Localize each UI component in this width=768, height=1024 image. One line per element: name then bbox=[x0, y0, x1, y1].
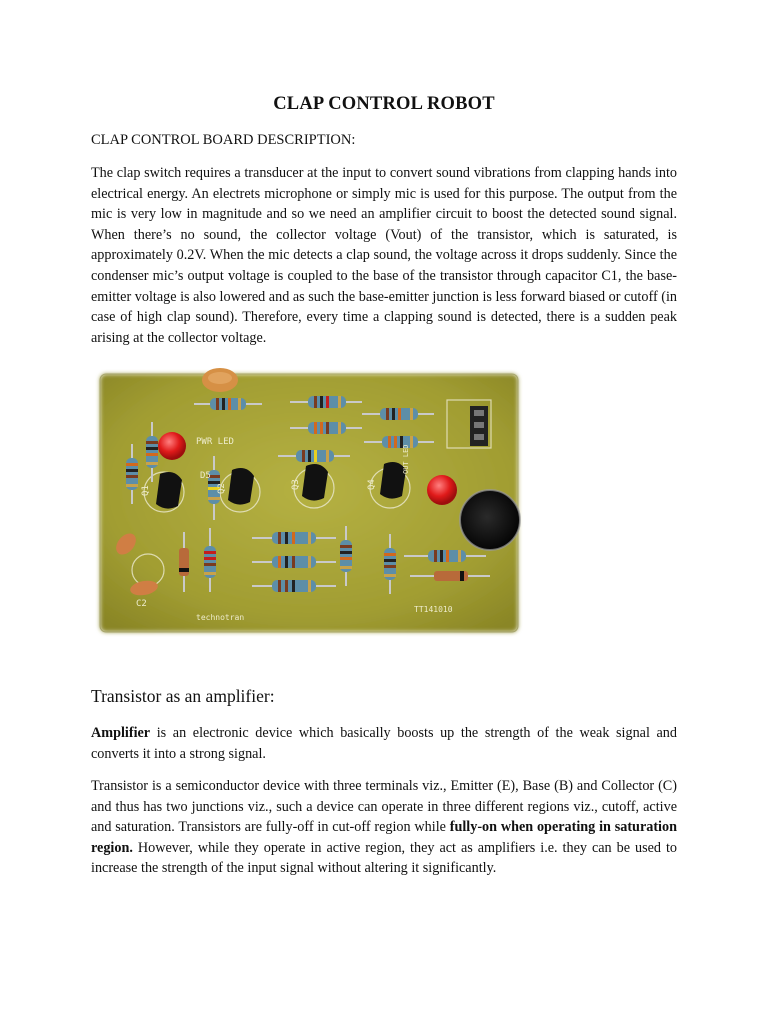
saturation-region-emphasis: fully-on when operating in saturation region. bbox=[91, 819, 677, 856]
transistor-section-heading: Transistor as an amplifier: bbox=[91, 686, 275, 706]
amplifier-definition-text: is an electronic device which basically boosts up the strength of the weak signal and converts it into a strong signal. bbox=[91, 725, 677, 762]
amplifier-definition-paragraph bbox=[91, 723, 677, 764]
label-out-led: OUT LED bbox=[402, 444, 410, 474]
circuit-board-illustration bbox=[92, 362, 526, 640]
label-c2: C2 bbox=[136, 599, 147, 609]
label-d5: D5 bbox=[200, 471, 211, 481]
label-pwr-led: PWR LED bbox=[196, 437, 234, 447]
transistor-regions-paragraph bbox=[91, 776, 677, 879]
label-q1: Q1 bbox=[141, 485, 151, 496]
output-led bbox=[427, 475, 457, 505]
label-q4: Q4 bbox=[367, 479, 377, 490]
board-description-heading: CLAP CONTROL BOARD DESCRIPTION: bbox=[91, 132, 356, 148]
label-q3: Q3 bbox=[291, 479, 301, 490]
amplifier-term: Amplifier bbox=[91, 725, 151, 741]
label-board-code: TT141010 bbox=[414, 605, 453, 614]
label-brand: technotran bbox=[196, 613, 245, 622]
circuit-board-photo bbox=[92, 362, 526, 640]
transistor-regions-text-start: Transistor is a semiconductor device with three terminals viz., Emitter (E), Base (B) and Collector (C) and thus has two junctions viz., such a device can operate in three different regions viz., cutoff, active and saturation. Transistors are fully-off in cut-off region while bbox=[91, 778, 677, 836]
transistor-regions-text-end: However, while they operate in active region, they act as amplifiers i.e. they can be used to increase the strength of the input signal without altering it significantly. bbox=[91, 839, 677, 877]
power-led bbox=[158, 432, 186, 460]
label-q2: Q2 bbox=[217, 483, 227, 494]
document-title: CLAP CONTROL ROBOT bbox=[273, 94, 495, 114]
board-description-paragraph: The clap switch requires a transducer at the input to convert sound vibrations from clapping hands into electrical energy. An electrets microphone or simply mic is used for this purpose. The output from the mic is very low in magnitude and so we need an amplifier circuit to boost the detected sound signal. When there’s no sound, the collector voltage (Vout) of the transistor, which is saturated, is approximately 0.2V. When the mic detects a clap sound, the voltage across it drops suddenly. Since the condenser mic’s output voltage is coupled to the base of the transistor through capacitor C1, the base-emitter voltage is also lowered and as such the base-emitter junction is less forward biased or cutoff (in case of high clap sound). Therefore, every time a clapping sound is detected, there is a sudden peak arising at the collector voltage. bbox=[91, 165, 677, 346]
